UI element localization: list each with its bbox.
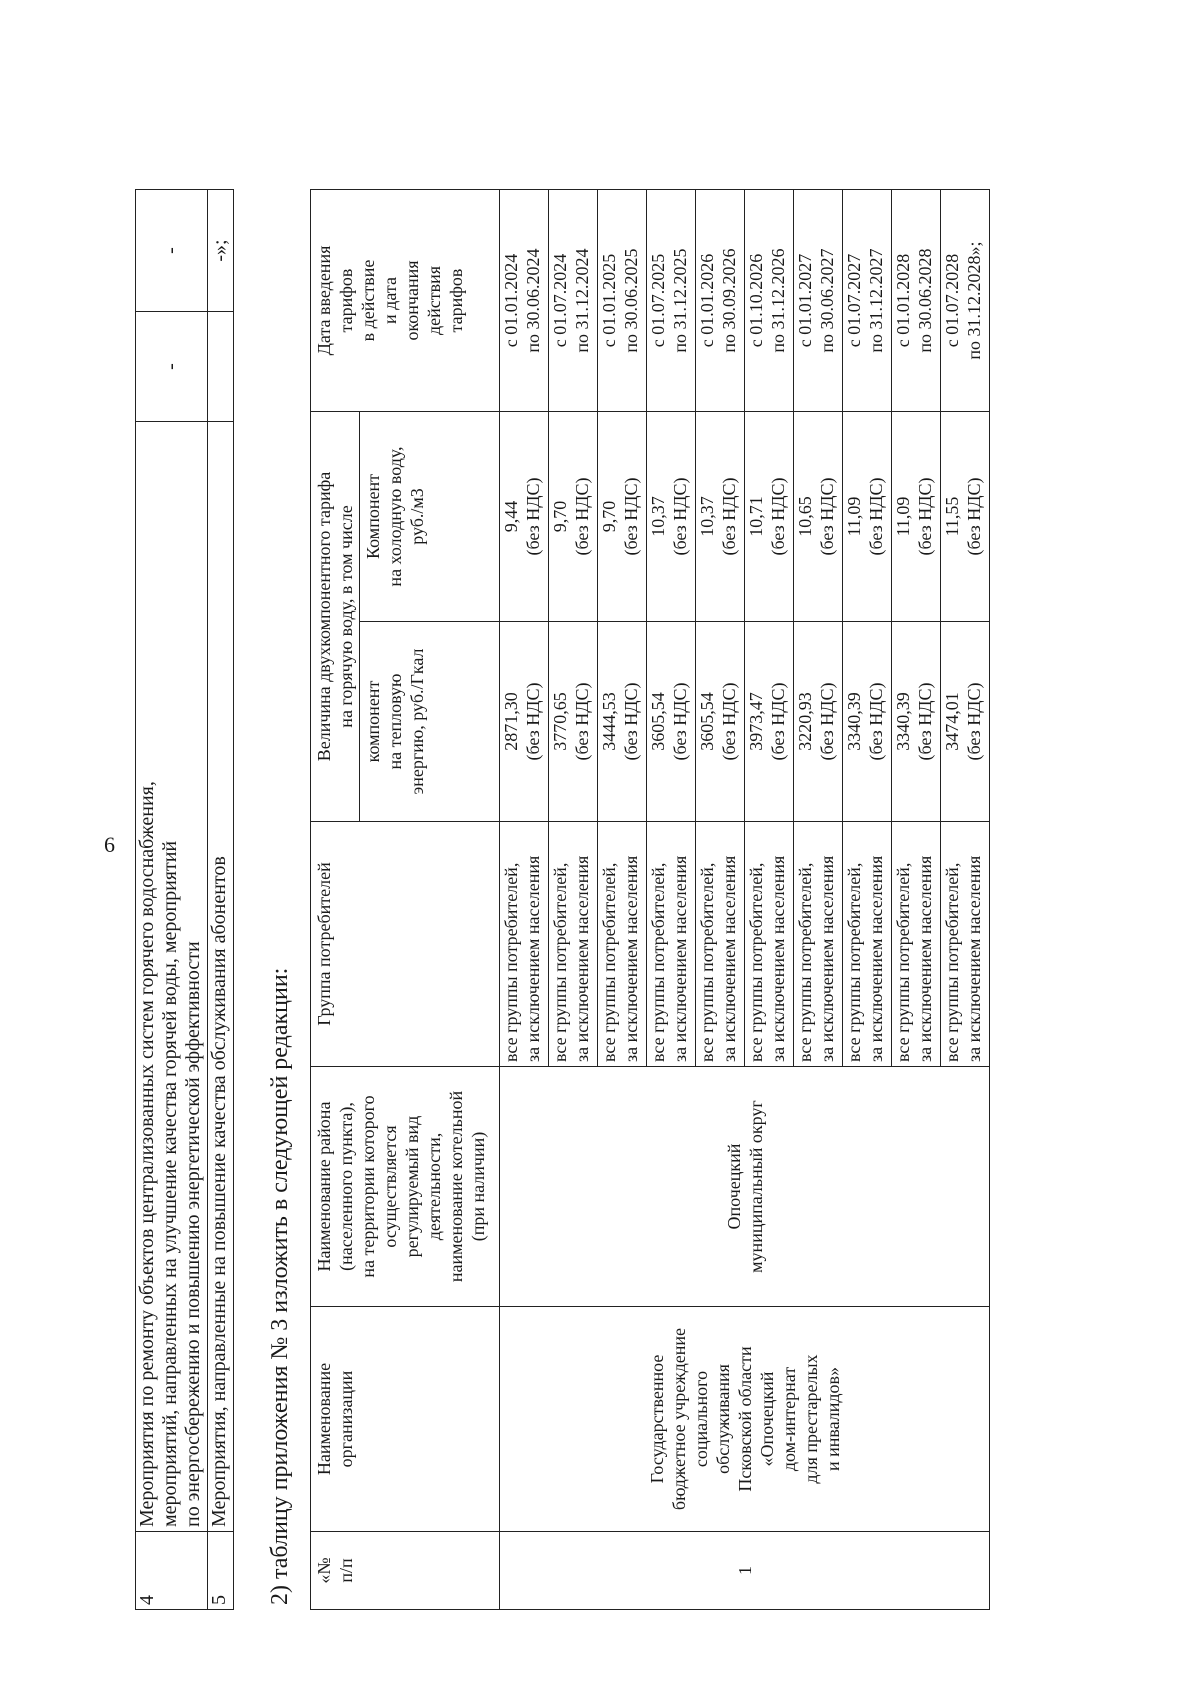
heat-component [647,622,696,822]
rotated-page-content [135,70,1135,1610]
validity-period [941,190,990,412]
heat-value: 3444,53 [599,692,619,751]
date-from: с 01.07.2027 [844,253,864,348]
group-line: за исключением населения [964,855,984,1062]
header-line: Группа потребителей [314,862,334,1026]
header-district [311,1067,500,1307]
vat-note: (без НДС) [572,477,592,556]
group-line: за исключением населения [572,855,592,1062]
date-from: с 01.07.2024 [550,253,570,348]
district-line: муниципальный округ [745,1100,766,1273]
header-line: тарифов [336,268,356,333]
date-from: с 01.07.2028 [942,253,962,348]
water-value: 11,09 [893,496,913,537]
row-description [208,422,234,1532]
header-line: в действие [358,259,378,342]
validity-period [892,190,941,412]
validity-period [794,190,843,412]
date-to: по 30.06.2027 [817,248,837,353]
vat-note: (без НДС) [915,682,935,761]
consumer-group [647,822,696,1067]
header-line: Наименование [314,1362,334,1476]
water-value: 11,55 [942,496,962,537]
group-line: за исключением населения [768,855,788,1062]
header-line: действия [424,265,444,336]
group-line: все группы потребителей, [942,862,962,1062]
group-line: за исключением населения [719,855,739,1062]
table-row [136,190,208,1610]
header-line: Величина двухкомпонентного тарифа [314,471,334,762]
header-line: (при наличии) [468,1131,488,1242]
group-line: за исключением населения [915,855,935,1062]
header-line: организации [336,1370,356,1468]
header-line: компонент [363,680,383,763]
water-component [696,412,745,622]
table-row [208,190,234,1610]
header-num [311,1532,500,1610]
vat-note: (без НДС) [523,477,543,556]
water-component [598,412,647,622]
group-line: все группы потребителей, [501,862,521,1062]
vat-note: (без НДС) [670,477,690,556]
header-line: Компонент [363,474,383,559]
date-from: с 01.01.2028 [893,253,913,348]
header-line: наименование котельной [446,1090,466,1283]
water-value: 9,44 [501,500,521,533]
description-line: Мероприятия, направленные на повышение качества обслуживания абонентов [208,856,230,1527]
previous-table-fragment [135,189,234,1610]
validity-period [500,190,549,412]
vat-note: (без НДС) [915,477,935,556]
validity-period [843,190,892,412]
header-line: «№ [314,1557,334,1584]
water-value: 10,65 [795,496,815,537]
org-line: и инвалидов» [822,1366,843,1472]
header-organization [311,1307,500,1532]
row-index: 1 [500,1532,990,1610]
vat-note: (без НДС) [768,477,788,556]
heat-value: 3474,01 [942,692,962,751]
org-line: обслуживания [712,1364,733,1474]
org-line: социального [690,1370,711,1468]
heat-component [500,622,549,822]
vat-note: (без НДС) [621,682,641,761]
header-line: Наименование района [314,1101,334,1272]
water-component [843,412,892,622]
row-number: 4 [136,1532,208,1610]
validity-period [647,190,696,412]
amendment-intro: 2) таблицу приложения № 3 изложить в следующей редакции: [267,967,293,1605]
row-description [136,422,208,1532]
row-number: 5 [208,1532,234,1610]
org-line: дом-интернат [778,1366,799,1472]
heat-value: 2871,30 [501,692,521,751]
water-value: 10,37 [648,496,668,537]
group-line: все группы потребителей, [893,862,913,1062]
heat-component [745,622,794,822]
vat-note: (без НДС) [719,477,739,556]
org-line: «Опочецкий [756,1371,777,1467]
date-to: по 31.12.2028»; [964,241,984,360]
header-dates [311,190,500,412]
value-cell: - [136,190,208,312]
tariff-table [310,189,990,1610]
group-line: за исключением населения [523,855,543,1062]
heat-value: 3973,47 [746,692,766,751]
header-heat-component [360,622,500,822]
header-line: Дата введения [314,245,334,356]
heat-component [696,622,745,822]
description-line: Мероприятия по ремонту объектов централизованных систем горячего водоснабжения, [136,781,158,1527]
date-to: по 30.06.2028 [915,248,935,353]
header-line: деятельности, [424,1132,444,1241]
header-water-component [360,412,500,622]
date-from: с 01.01.2024 [501,253,521,348]
date-from: с 01.01.2027 [795,253,815,348]
heat-component [598,622,647,822]
table-row [500,190,549,1610]
validity-period [598,190,647,412]
date-from: с 01.10.2026 [746,253,766,348]
org-line: Псковской области [734,1346,755,1492]
district-line: Опочецкий [723,1143,744,1230]
value-cell [208,312,234,422]
header-line: на горячую воду, в том числе [336,505,356,728]
description-line: мероприятий, направленных на улучшение качества горячей воды, мероприятий [159,840,181,1527]
vat-note: (без НДС) [572,682,592,761]
date-to: по 31.12.2026 [768,248,788,353]
page-number: 6 [104,832,115,857]
vat-note: (без НДС) [866,682,886,761]
district-name [500,1067,990,1307]
vat-note: (без НДС) [670,682,690,761]
validity-period [549,190,598,412]
header-line: энергию, руб./Гкал [407,648,427,795]
vat-note: (без НДС) [523,682,543,761]
vat-note: (без НДС) [621,477,641,556]
water-component [892,412,941,622]
validity-period [745,190,794,412]
heat-component [794,622,843,822]
water-component [647,412,696,622]
heat-value: 3605,54 [697,692,717,751]
group-line: за исключением населения [621,855,641,1062]
heat-value: 3605,54 [648,692,668,751]
value-cell: -»; [208,190,234,312]
group-line: все группы потребителей, [599,862,619,1062]
header-line: осуществляется [380,1125,400,1248]
consumer-group [696,822,745,1067]
header-tariff-value [311,412,360,822]
description-line: по энергосбережению и повышению энергетической эффективности [182,941,204,1527]
date-to: по 31.12.2025 [670,248,690,353]
water-component [794,412,843,622]
heat-value: 3770,65 [550,692,570,751]
header-line: на холодную воду, [385,446,405,587]
heat-component [892,622,941,822]
group-line: все группы потребителей, [844,862,864,1062]
date-to: по 30.06.2025 [621,248,641,353]
org-line: бюджетное учреждение [668,1327,689,1511]
org-line: для престарелых [800,1354,821,1484]
validity-period [696,190,745,412]
header-line: тарифов [446,268,466,333]
header-line: регулируемый вид [402,1115,422,1258]
header-row [311,190,360,1610]
consumer-group [843,822,892,1067]
org-line: Государственное [646,1354,667,1484]
vat-note: (без НДС) [817,682,837,761]
date-to: по 31.12.2027 [866,248,886,353]
group-line: все группы потребителей, [648,862,668,1062]
header-line: на тепловую [385,673,405,770]
consumer-group [941,822,990,1067]
water-value: 9,70 [599,500,619,533]
water-value: 9,70 [550,500,570,533]
heat-value: 3340,39 [844,692,864,751]
heat-value: 3340,39 [893,692,913,751]
group-line: все группы потребителей, [746,862,766,1062]
water-value: 10,71 [746,496,766,537]
consumer-group [892,822,941,1067]
group-line: все группы потребителей, [550,862,570,1062]
header-line: руб./м3 [407,488,427,545]
header-line: и дата [380,277,400,324]
date-from: с 01.01.2025 [599,253,619,348]
header-line: (населенного пункта), [336,1102,356,1271]
header-line: окончания [402,260,422,341]
vat-note: (без НДС) [866,477,886,556]
value-cell: - [136,312,208,422]
consumer-group [500,822,549,1067]
water-component [745,412,794,622]
water-value: 11,09 [844,496,864,537]
date-to: по 30.06.2024 [523,248,543,353]
date-from: с 01.07.2025 [648,253,668,348]
vat-note: (без НДС) [964,682,984,761]
water-component [549,412,598,622]
header-line: на территории которого [358,1095,378,1278]
organization-name [500,1307,990,1532]
date-from: с 01.01.2026 [697,253,717,348]
heat-value: 3220,93 [795,692,815,751]
group-line: за исключением населения [866,855,886,1062]
header-consumer-group [311,822,500,1067]
consumer-group [549,822,598,1067]
date-to: по 31.12.2024 [572,248,592,353]
vat-note: (без НДС) [817,477,837,556]
header-line: п/п [336,1558,356,1583]
date-to: по 30.09.2026 [719,248,739,353]
heat-component [941,622,990,822]
consumer-group [745,822,794,1067]
group-line: все группы потребителей, [795,862,815,1062]
group-line: за исключением населения [817,855,837,1062]
group-line: все группы потребителей, [697,862,717,1062]
water-component [500,412,549,622]
consumer-group [598,822,647,1067]
heat-component [843,622,892,822]
water-component [941,412,990,622]
water-value: 10,37 [697,496,717,537]
vat-note: (без НДС) [768,682,788,761]
group-line: за исключением населения [670,855,690,1062]
vat-note: (без НДС) [719,682,739,761]
heat-component [549,622,598,822]
consumer-group [794,822,843,1067]
vat-note: (без НДС) [964,477,984,556]
